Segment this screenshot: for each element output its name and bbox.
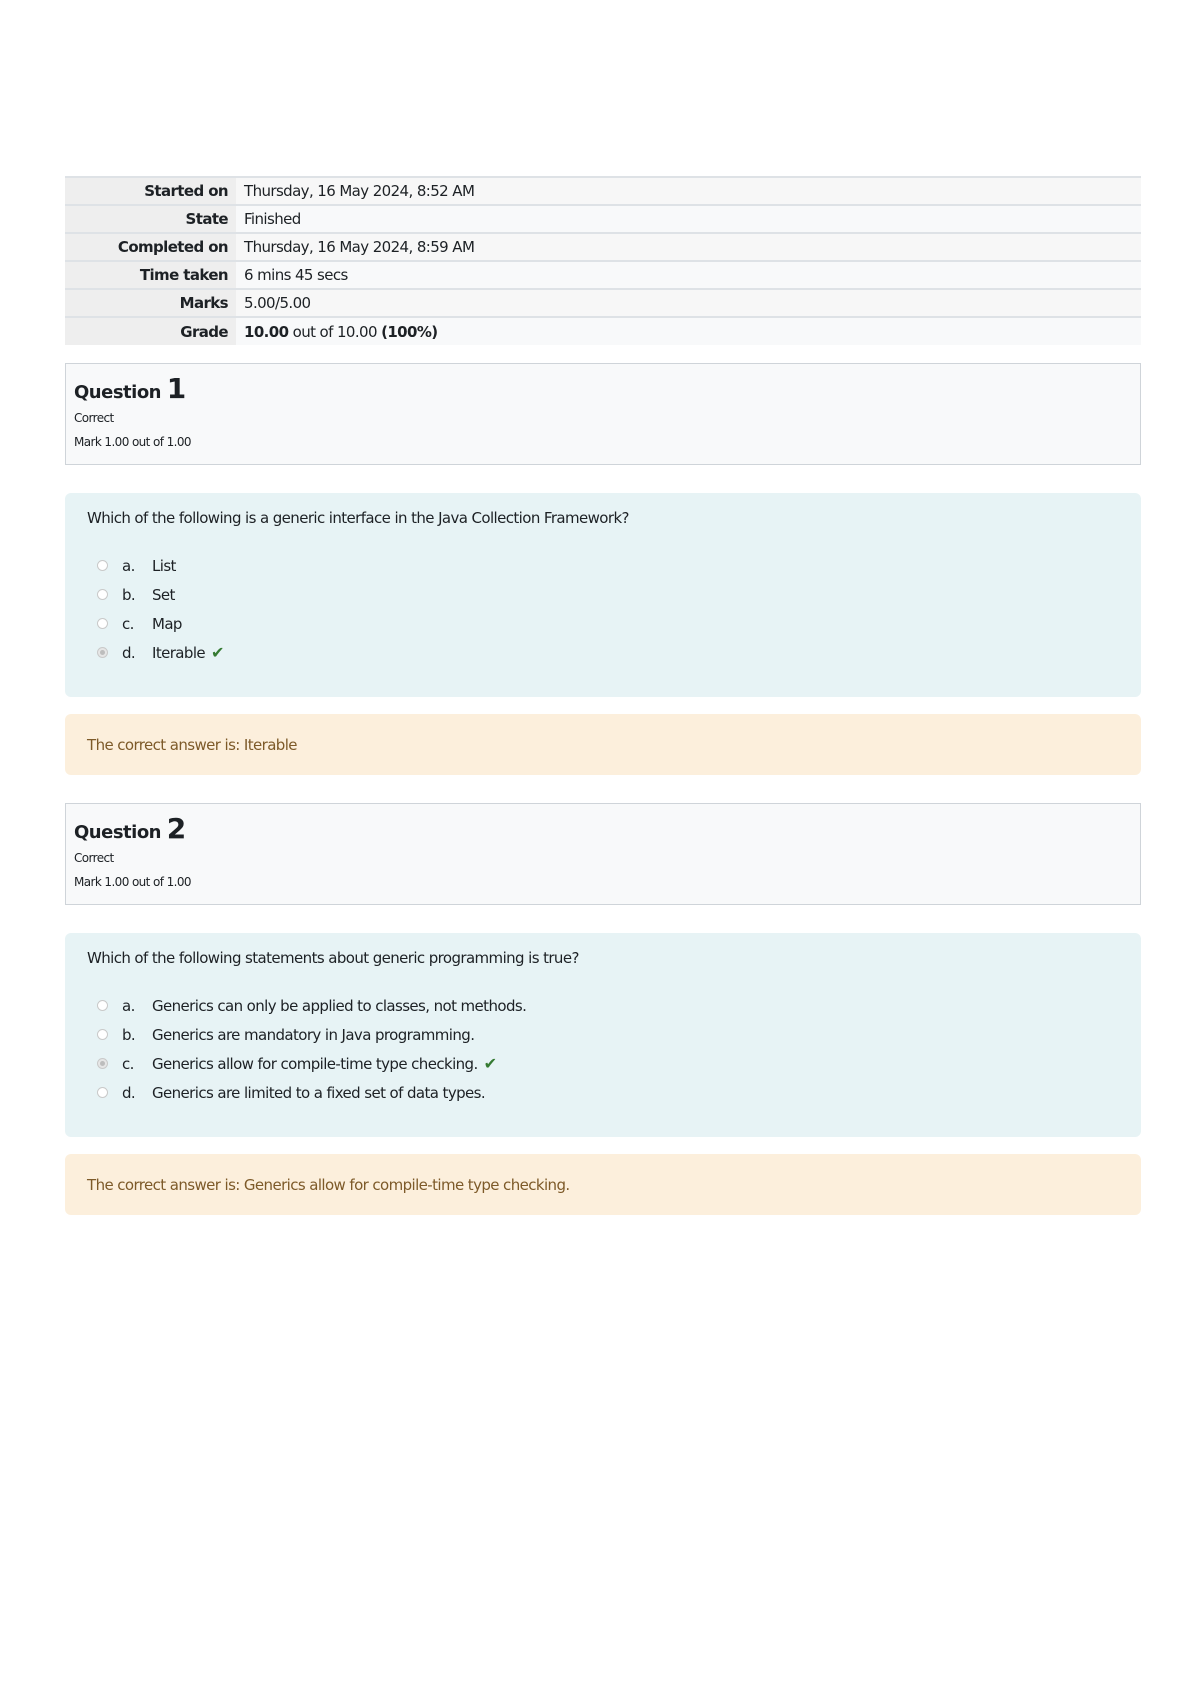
summary-label: Marks [65, 289, 236, 317]
answer-letter: a. [122, 996, 135, 1015]
summary-label: Completed on [65, 233, 236, 261]
summary-row-marks [65, 289, 1141, 317]
summary-value [236, 317, 1141, 345]
answer-text: Generics are mandatory in Java programming. [152, 1025, 475, 1044]
answer-text: Generics are limited to a fixed set of data types. [152, 1083, 486, 1102]
answer-letter: b. [122, 585, 136, 604]
answer-letter: c. [122, 1054, 134, 1073]
answer-option [87, 580, 1119, 609]
question-grade: Mark 1.00 out of 1.00 [74, 875, 191, 889]
summary-label: Started on [65, 177, 236, 205]
summary-label: Time taken [65, 261, 236, 289]
question-state: Correct [74, 411, 114, 425]
answer-letter: d. [122, 1083, 136, 1102]
question-text: Which of the following is a generic interface in the Java Collection Framework? [87, 509, 629, 527]
check-icon: ✔ [483, 1054, 497, 1073]
question-formulation [65, 493, 1141, 697]
answer-text: Generics allow for compile-time type checking. [152, 1054, 478, 1073]
summary-row-completed [65, 233, 1141, 261]
summary-row-time-taken [65, 261, 1141, 289]
answer-letter: a. [122, 556, 135, 575]
question-formulation [65, 933, 1141, 1137]
answer-radio[interactable] [97, 1000, 108, 1011]
answer-option [87, 551, 1119, 580]
summary-value: 6 mins 45 secs [236, 261, 1141, 289]
quiz-review-page [65, 176, 1141, 1215]
answer-radio-checked[interactable] [97, 1058, 108, 1069]
summary-label: Grade [65, 317, 236, 345]
answer-text: Map [152, 614, 182, 633]
answer-option-selected [87, 638, 1119, 667]
summary-row-state [65, 205, 1141, 233]
summary-row-grade [65, 317, 1141, 345]
question-number [74, 812, 1132, 845]
answer-text: Generics can only be applied to classes, not methods. [152, 996, 527, 1015]
answer-letter: b. [122, 1025, 136, 1044]
answer-option [87, 1078, 1119, 1107]
answer-text: Set [152, 585, 175, 604]
answer-option [87, 991, 1119, 1020]
question-grade: Mark 1.00 out of 1.00 [74, 435, 191, 449]
question-label: Question [74, 822, 161, 843]
answer-option-selected [87, 1049, 1119, 1078]
question-number-value: 1 [166, 372, 186, 405]
question-state: Correct [74, 851, 114, 865]
correct-answer-feedback: The correct answer is: Generics allow for compile-time type checking. [65, 1154, 1141, 1215]
answer-radio[interactable] [97, 1087, 108, 1098]
check-icon: ✔ [211, 643, 224, 662]
answer-option [87, 609, 1119, 638]
summary-row-started [65, 177, 1141, 205]
summary-value: Thursday, 16 May 2024, 8:52 AM [236, 177, 1141, 205]
question-number [74, 372, 1132, 405]
question-info [65, 363, 1141, 465]
grade-score: 10.00 [244, 322, 289, 341]
summary-value: Finished [236, 205, 1141, 233]
grade-out-of: out of 10.00 [288, 322, 382, 341]
answer-radio[interactable] [97, 618, 108, 629]
answer-radio[interactable] [97, 1029, 108, 1040]
summary-value: 5.00/5.00 [236, 289, 1141, 317]
question-number-value: 2 [166, 812, 186, 845]
summary-label: State [65, 205, 236, 233]
question-text: Which of the following statements about generic programming is true? [87, 949, 579, 967]
answer-letter: d. [122, 643, 136, 662]
answer-list [87, 991, 1119, 1107]
answer-radio[interactable] [97, 589, 108, 600]
grade-percent: (100%) [381, 322, 438, 341]
correct-answer-feedback: The correct answer is: Iterable [65, 714, 1141, 775]
answer-list [87, 551, 1119, 667]
answer-text: Iterable [152, 643, 206, 662]
attempt-summary-table [65, 176, 1141, 345]
answer-radio[interactable] [97, 560, 108, 571]
answer-text: List [152, 556, 176, 575]
summary-value: Thursday, 16 May 2024, 8:59 AM [236, 233, 1141, 261]
answer-radio-checked[interactable] [97, 647, 108, 658]
answer-option [87, 1020, 1119, 1049]
answer-letter: c. [122, 614, 134, 633]
question-label: Question [74, 382, 161, 403]
question-info [65, 803, 1141, 905]
